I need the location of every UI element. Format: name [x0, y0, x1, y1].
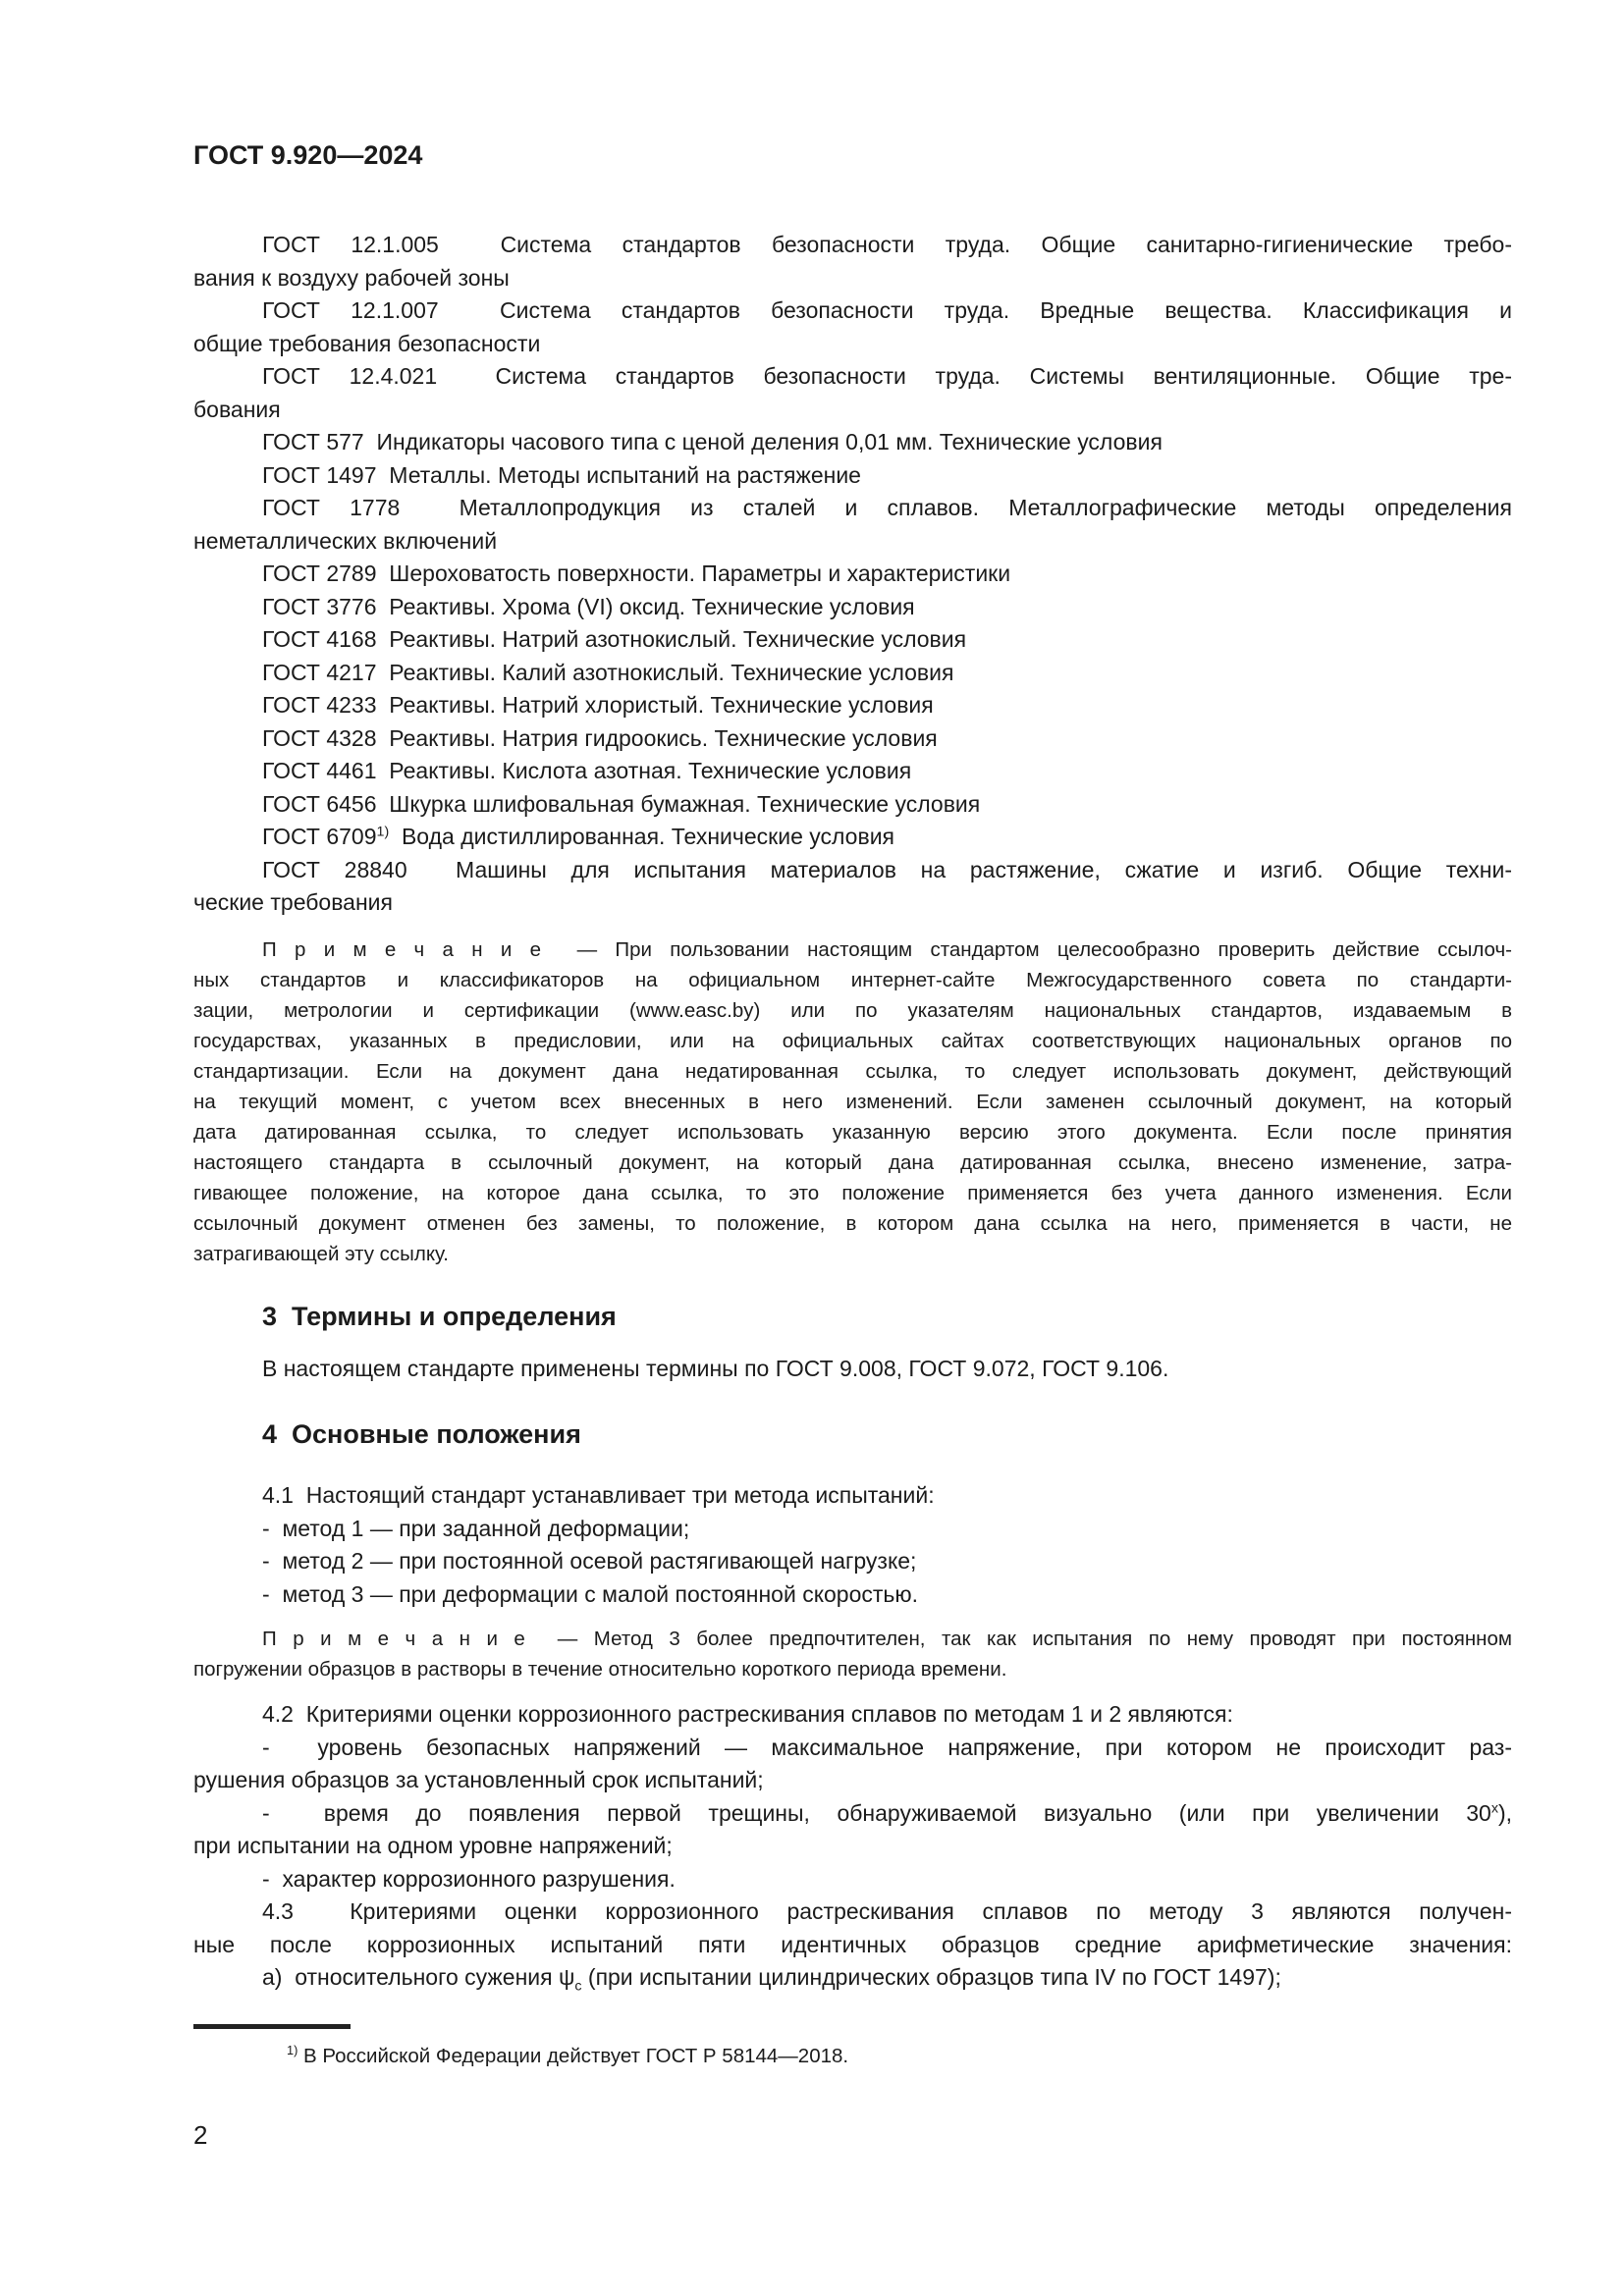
- clause-4-1: [193, 1479, 1512, 1611]
- paragraph-line: 4.1 Настоящий стандарт устанавливает три метода испытаний:: [262, 1482, 935, 1508]
- note-line: настоящего стандарта в ссылочный документ, на который дана датированная ссылка, внесено изменение, затра-: [193, 1150, 1512, 1174]
- superscript-x: х: [1490, 1799, 1498, 1816]
- page-content: [193, 0, 1512, 2152]
- reference-line: ГОСТ 4461 Реактивы. Кислота азотная. Технические условия: [262, 758, 912, 783]
- note-line: ссылочный документ отменен без замены, то положение, в котором дана ссылка на него, применяется в части, не: [193, 1211, 1512, 1235]
- footnote: [193, 2041, 1512, 2071]
- list-item: - уровень безопасных напряжений — максимальное напряжение, при котором не происходит раз-: [262, 1734, 1512, 1760]
- list-item-magnification: [193, 1797, 1512, 1831]
- paragraph-line: при испытании на одном уровне напряжений;: [193, 1833, 673, 1858]
- reference-text: ГОСТ 6709: [262, 824, 377, 849]
- reference-line: неметаллических включений: [193, 527, 498, 554]
- reference-line: ГОСТ 3776 Реактивы. Хрома (VI) оксид. Технические условия: [262, 593, 915, 619]
- footnote-text: В Российской Федерации действует ГОСТ Р 58144—2018.: [298, 2044, 849, 2067]
- reference-line: ГОСТ 4217 Реактивы. Калий азотнокислый. Технические условия: [262, 659, 954, 685]
- reference-line: ГОСТ 1497 Металлы. Методы испытаний на растяжение: [262, 461, 861, 488]
- paragraph-line: 4.2 Критериями оценки коррозионного растрескивания сплавов по методам 1 и 2 являются:: [262, 1701, 1233, 1727]
- reference-line: ГОСТ 28840 Машины для испытания материалов на растяжение, сжатие и изгиб. Общие техни-: [262, 856, 1512, 882]
- paragraph-line: ные после коррозионных испытаний пяти идентичных образцов средние арифметические значения:: [193, 1931, 1512, 1957]
- note-line: стандартизации. Если на документ дана недатированная ссылка, то следует использовать документ, действующий: [193, 1059, 1512, 1083]
- reference-line: ГОСТ 12.1.005 Система стандартов безопасности труда. Общие санитарно-гигиенические требо-: [262, 232, 1512, 257]
- reference-line: общие требования безопасности: [193, 330, 541, 356]
- note-line: затрагивающей эту ссылку.: [193, 1242, 449, 1265]
- reference-line: ГОСТ 4233 Реактивы. Натрий хлористый. Технические условия: [262, 692, 934, 718]
- footnote-divider: [193, 2024, 351, 2029]
- reference-line: ГОСТ 1778 Металлопродукция из сталей и сплавов. Металлографические методы определения: [262, 495, 1512, 520]
- reference-line: бования: [193, 396, 281, 422]
- list-item: - метод 1 — при заданной деформации;: [262, 1515, 690, 1541]
- note-line: зации, метрологии и сертификации (www.easc.by) или по указателям национальных стандартов, издаваемым в: [193, 998, 1512, 1022]
- paragraph-line: 4.3 Критериями оценки коррозионного растрескивания сплавов по методу 3 являются получен-: [262, 1898, 1512, 1924]
- reference-line: ГОСТ 6456 Шкурка шлифовальная бумажная. Технические условия: [262, 790, 981, 817]
- reference-line: ГОСТ 577 Индикаторы часового типа с ценой деления 0,01 мм. Технические условия: [262, 429, 1163, 454]
- list-item-psi: [193, 1961, 1512, 1995]
- reference-line: вания к воздуху рабочей зоны: [193, 264, 510, 291]
- document-code: ГОСТ 9.920—2024: [193, 140, 423, 170]
- footnote-marker: 1): [287, 2042, 298, 2057]
- note-method-3: [193, 1624, 1512, 1684]
- clauses-4-2-and-4-3: [193, 1698, 1512, 1995]
- note-line: ных стандартов и классификаторов на официальном интернет-сайте Межгосударственного совета по стандарти-: [193, 968, 1512, 991]
- reference-line-gost-6709: [193, 821, 1512, 854]
- section-4-heading: 4 Основные положения: [262, 1419, 581, 1449]
- note-line: на текущий момент, с учетом всех внесенных в него изменений. Если заменен ссылочный документ, на который: [193, 1090, 1512, 1113]
- reference-text: Вода дистиллированная. Технические условия: [389, 824, 894, 849]
- paragraph-text: а) относительного сужения ψ: [262, 1964, 575, 1990]
- normative-references-list: [193, 229, 1512, 920]
- reference-line: ГОСТ 12.1.007 Система стандартов безопасности труда. Вредные вещества. Классификация и: [262, 297, 1512, 323]
- note-line: П р и м е ч а н и е — При пользовании настоящим стандартом целесообразно проверить действие ссылоч-: [262, 937, 1512, 961]
- footnote-marker: 1): [376, 824, 390, 840]
- paragraph-line: рушения образцов за установленный срок испытаний;: [193, 1767, 764, 1792]
- note-line: П р и м е ч а н и е — Метод 3 более предпочтителен, так как испытания по нему проводят при постоянном: [262, 1628, 1512, 1650]
- paragraph-text: - время до появления первой трещины, обнаруживаемой визуально (или при увеличении 30: [262, 1799, 1491, 1826]
- reference-line: ГОСТ 12.4.021 Система стандартов безопасности труда. Системы вентиляционные. Общие тре-: [262, 363, 1512, 389]
- reference-line: ческие требования: [193, 889, 393, 915]
- note-line: погружении образцов в растворы в течение относительно короткого периода времени.: [193, 1658, 1007, 1681]
- list-item: - характер коррозионного разрушения.: [262, 1865, 676, 1892]
- reference-line: ГОСТ 2789 Шероховатость поверхности. Параметры и характеристики: [262, 561, 1011, 586]
- note-line: гивающее положение, на которое дана ссылка, то это положение применяется без учета данного изменения. Если: [193, 1181, 1512, 1204]
- paragraph-text: (при испытании цилиндрических образцов типа IV по ГОСТ 1497);: [581, 1964, 1281, 1990]
- list-item: - метод 2 — при постоянной осевой растягивающей нагрузке;: [262, 1548, 917, 1574]
- reference-line: ГОСТ 4168 Реактивы. Натрий азотнокислый. Технические условия: [262, 626, 967, 652]
- note-line: дата датированная ссылка, то следует использовать указанную версию этого документа. Если после принятия: [193, 1120, 1512, 1144]
- section-3-paragraph: В настоящем стандарте применены термины по ГОСТ 9.008, ГОСТ 9.072, ГОСТ 9.106.: [262, 1355, 1169, 1381]
- paragraph-text: ),: [1497, 1799, 1512, 1826]
- page-number: 2: [193, 2119, 208, 2150]
- note-line: государствах, указанных в предисловии, или на официальных сайтах соответствующих национальных органов по: [193, 1029, 1512, 1052]
- note-references: [193, 934, 1512, 1269]
- section-3-heading: 3 Термины и определения: [262, 1301, 617, 1331]
- reference-line: ГОСТ 4328 Реактивы. Натрия гидроокись. Технические условия: [262, 724, 938, 751]
- subscript-c: с: [574, 1978, 582, 1995]
- list-item: - метод 3 — при деформации с малой постоянной скоростью.: [262, 1580, 919, 1607]
